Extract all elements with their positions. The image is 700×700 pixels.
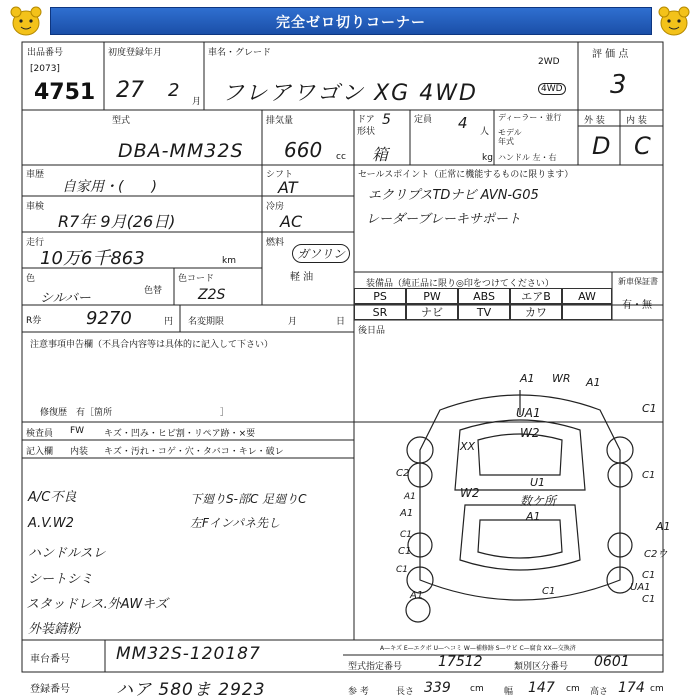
- color-code-value: Z2S: [198, 287, 226, 303]
- caution-label: 注意事項申告欄（不具合内容等は具体的に記入して下さい）: [30, 340, 274, 350]
- fuel-value-circled: ガソリン: [292, 244, 350, 263]
- type-designation-label: 型式指定番号: [348, 662, 403, 672]
- registration-value: ハア 580ま 2923: [116, 680, 266, 700]
- mileage-value: 10万6千863: [40, 248, 145, 269]
- remark-left-1: A/C不良: [28, 490, 77, 505]
- interior-grade: C: [634, 132, 651, 160]
- exterior-grade: D: [592, 132, 611, 160]
- damage-mark: A1: [404, 492, 416, 502]
- remark-left-6: 外装錆粉: [28, 622, 81, 637]
- warranty-value: 有・無: [622, 300, 652, 311]
- equip-navi: ナビ: [406, 304, 458, 320]
- capacity-value: 4: [458, 114, 468, 132]
- category-value: 0601: [594, 654, 630, 670]
- damage-legend: A—キズ E—エクボ U—ヘコミ W—補修跡 S—サビ C—腐食 XX—交換済: [380, 645, 576, 652]
- lot-small-number: [2073]: [30, 64, 60, 74]
- equip-aw: AW: [562, 288, 612, 304]
- fuel-label: 燃料: [266, 238, 285, 248]
- damage-mark: C1: [396, 565, 409, 575]
- remark-right-1: 下廻りS-部C 足廻りC: [190, 492, 307, 506]
- damage-mark: C1: [642, 402, 657, 415]
- damage-mark: A1: [520, 372, 535, 385]
- history-value: 自家用・( ): [62, 179, 157, 195]
- interior-label: 内 装: [626, 116, 647, 126]
- remark-left-2: A.V.W2: [28, 516, 74, 531]
- damage-mark: W2: [460, 486, 480, 500]
- interior-row-label: 内装: [70, 447, 89, 457]
- damage-mark: C1: [542, 586, 556, 597]
- damage-mark: C2: [396, 468, 410, 479]
- damage-mark: C1: [642, 570, 656, 581]
- capacity-unit: 人: [480, 127, 490, 137]
- recycle-label: R券: [26, 316, 42, 326]
- later-items-label: 後日品: [358, 326, 386, 336]
- mileage-label: 走行: [26, 238, 45, 248]
- color-value: シルバー: [40, 291, 91, 306]
- damage-mark: UA1: [630, 582, 651, 593]
- lot-number: 4751: [34, 80, 96, 105]
- capacity-label: 定員: [414, 115, 433, 125]
- equip-blank: [562, 304, 612, 320]
- name-change-day: 日: [336, 317, 346, 327]
- height-label: 高さ: [590, 687, 609, 697]
- warranty-label: 新車保証書: [618, 277, 658, 286]
- color-label: 色: [26, 274, 36, 284]
- fw-text: キズ・凹み・ヒビ割・リペア跡・×要: [104, 429, 256, 439]
- first-reg-year: 27: [116, 78, 144, 103]
- damage-mark: A1: [410, 590, 424, 601]
- type-label: 型式: [112, 116, 131, 126]
- first-reg-month: 2: [168, 80, 180, 101]
- damage-mark: C1: [642, 470, 656, 481]
- shape-value: 箱: [372, 145, 389, 164]
- ac-label: 冷房: [266, 202, 285, 212]
- remark-left-3: ハンドルスレ: [28, 546, 106, 561]
- load-unit: kg: [482, 153, 493, 163]
- model-name: フレアワゴン XG 4WD: [222, 81, 478, 106]
- damage-mark: U1: [530, 476, 546, 489]
- dealer-label: ディーラー・並行: [498, 113, 562, 122]
- remark-left-4: シートシミ: [28, 572, 94, 587]
- equip-tv: TV: [458, 304, 510, 320]
- equip-sr: SR: [354, 304, 406, 320]
- equip-pw: PW: [406, 288, 458, 304]
- diagram-marks: [380, 370, 670, 635]
- damage-mark: C1: [400, 530, 413, 540]
- damage-mark: C1: [398, 546, 412, 557]
- doors-label: ドア: [357, 115, 375, 125]
- banner-title: 完全ゼロ切りコーナー: [276, 15, 426, 31]
- sales-points-label: セールスポイント（正常に機能するものに限ります）: [358, 170, 574, 180]
- chassis-value: MM32S-120187: [116, 644, 261, 664]
- interior-row-text: キズ・汚れ・コゲ・穴・タバコ・キレ・破レ: [104, 447, 284, 457]
- inspector-label-1: 検査員: [26, 429, 54, 439]
- height-unit: cm: [650, 684, 664, 694]
- width-label: 幅: [504, 687, 514, 697]
- inspector-label-2: 記入欄: [26, 447, 54, 457]
- model-label: 車名・グレード: [208, 48, 272, 58]
- month-unit: 月: [192, 97, 202, 107]
- history-label: 車歴: [26, 170, 45, 180]
- recycle-value: 9270: [86, 308, 132, 329]
- inspection-label: 車検: [26, 202, 45, 212]
- color-replace-label: 色替: [144, 286, 163, 296]
- damage-mark: A1: [400, 508, 414, 519]
- score-value: 3: [610, 70, 627, 100]
- width-value: 147: [528, 680, 555, 696]
- handle-label: ハンドル 左・右: [498, 153, 557, 162]
- equipment-label: 装備品（純正品に限り◎印をつけてください）: [366, 279, 554, 289]
- displacement-unit: cc: [336, 152, 346, 162]
- fw-label: FW: [70, 426, 85, 436]
- first-reg-label: 初度登録年月: [108, 48, 163, 58]
- model-year-label: モデル年式: [498, 128, 522, 146]
- sales-point-line-2: レーダーブレーキサポート: [366, 212, 521, 227]
- drive-4wd-circled: 4WD: [538, 83, 566, 95]
- registration-label: 登録番号: [30, 684, 70, 695]
- chassis-label: 車台番号: [30, 654, 70, 665]
- damage-mark: W2: [520, 426, 540, 440]
- width-unit: cm: [566, 684, 580, 694]
- score-label: 評 価 点: [592, 49, 629, 60]
- ac-value: AC: [280, 212, 303, 231]
- damage-mark: XX: [460, 440, 476, 453]
- remark-right-2: 左Fインパネ先し: [190, 516, 281, 530]
- displacement-value: 660: [284, 138, 323, 162]
- drive-2wd: 2WD: [538, 57, 560, 67]
- damage-mark: A1: [656, 520, 671, 533]
- displacement-label: 排気量: [266, 116, 294, 126]
- equip-abs: ABS: [458, 288, 510, 304]
- length-unit: cm: [470, 684, 484, 694]
- inspection-value: R7年 9月(26日): [58, 212, 176, 231]
- sales-point-line-1: エクリプスTDナビ AVN-G05: [368, 188, 539, 203]
- name-change-label: 名変期限: [188, 317, 225, 327]
- damage-mark: C2ウ: [644, 549, 668, 560]
- equip-airbag: エアB: [510, 288, 562, 304]
- type-value: DBA-MM32S: [118, 140, 244, 162]
- length-label: 長さ: [396, 687, 415, 697]
- equip-ps: PS: [354, 288, 406, 304]
- shift-label: シフト: [266, 170, 294, 180]
- damage-mark: C1: [642, 594, 656, 605]
- name-change-month: 月: [288, 317, 298, 327]
- damage-mark: WR: [552, 372, 571, 385]
- remark-left-5: スタッドレス.外AWキズ: [26, 597, 169, 612]
- category-label: 類別区分番号: [514, 662, 569, 672]
- ref-label: 参 考: [348, 687, 369, 697]
- shape-label: 形状: [357, 127, 376, 137]
- type-designation-value: 17512: [438, 654, 483, 670]
- equip-leather: カワ: [510, 304, 562, 320]
- height-value: 174: [618, 680, 645, 696]
- lot-number-label: 出品番号: [27, 48, 64, 58]
- fuel-alt: 軽 油: [290, 272, 314, 283]
- color-code-label: 色コード: [178, 274, 215, 284]
- shift-value: AT: [278, 178, 298, 197]
- exterior-label: 外 装: [584, 116, 605, 126]
- doors-value: 5: [382, 112, 391, 128]
- damage-mark: A1: [526, 510, 541, 523]
- length-value: 339: [424, 680, 451, 696]
- damage-mark: UA1: [516, 406, 541, 420]
- mileage-unit: km: [222, 256, 236, 266]
- damage-mark: A1: [586, 376, 601, 389]
- repair-history-label: 修復歴 有［箇所 ］: [40, 408, 230, 418]
- recycle-unit: 円: [164, 317, 174, 327]
- damage-mark: 数ケ所: [520, 494, 557, 508]
